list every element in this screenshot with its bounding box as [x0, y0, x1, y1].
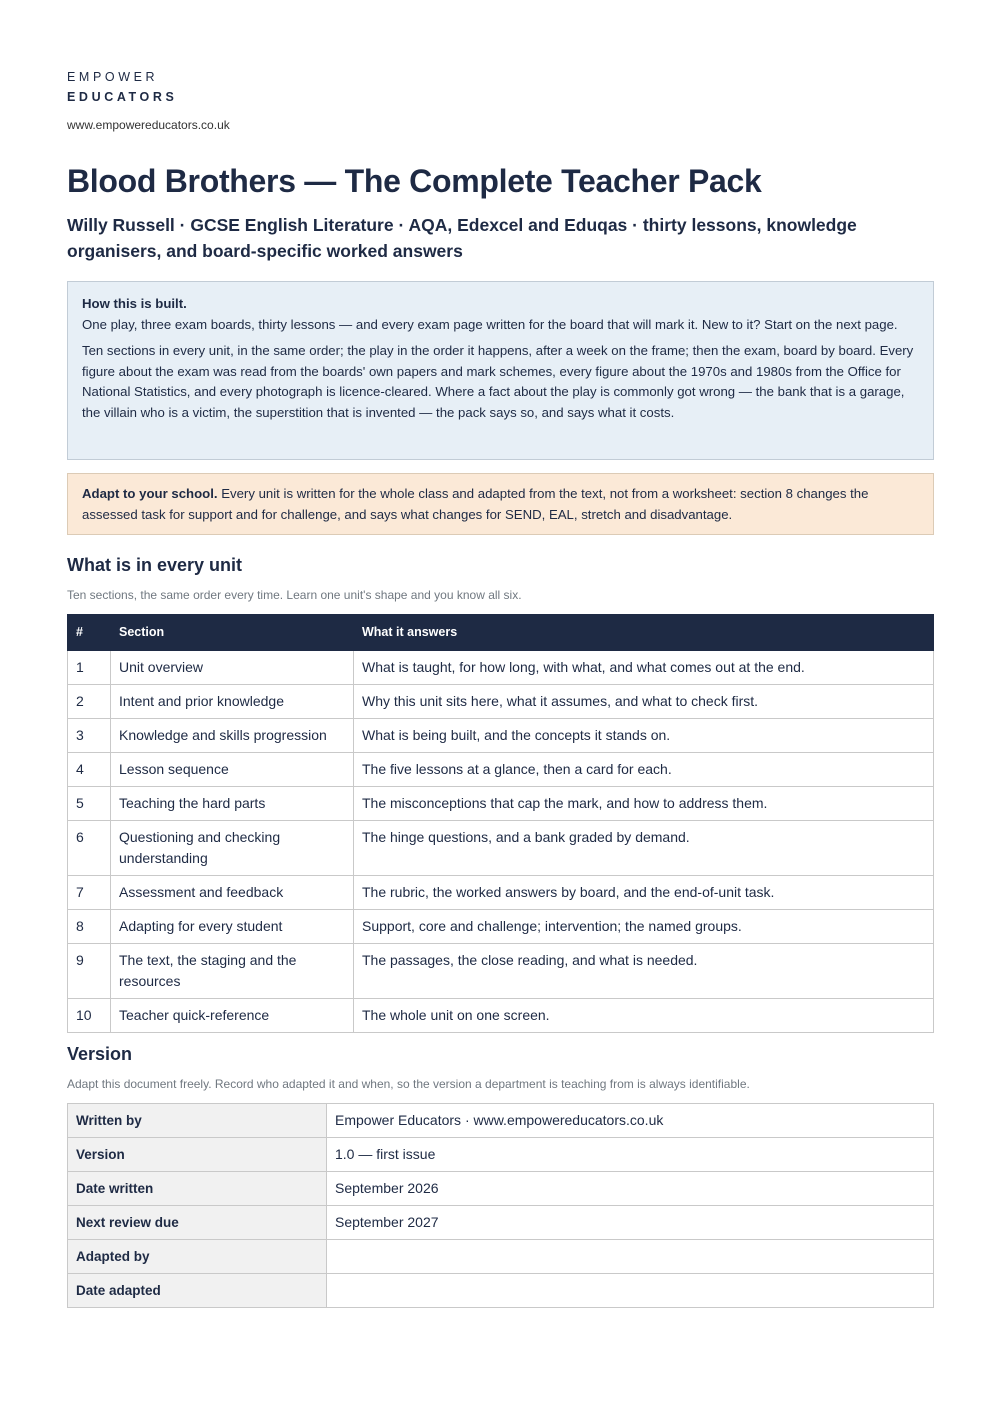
- row-section: Intent and prior knowledge: [111, 685, 354, 719]
- version-label: Date adapted: [68, 1274, 327, 1308]
- row-section: Unit overview: [111, 651, 354, 685]
- row-number: 8: [68, 910, 111, 944]
- column-header-number: #: [68, 615, 111, 651]
- version-label: Version: [68, 1138, 327, 1172]
- row-section: Lesson sequence: [111, 753, 354, 787]
- brand-logo-line1: EMPOWER: [67, 70, 159, 84]
- how-built-paragraph-2: Ten sections in every unit, in the same order; the play in the order it happens, after a week on the frame; then the exam, board by board. Every figure about the exam was read from the boards' own papers and mark schemes, every figure about the 1970s and 1980s from the Office for National Statistics, and every photograph is licence-cleared. Where a fact about the play is commonly got wrong — the bank that is a garage, the villain who is a victim, the superstition that is invented — the pack says so, and says what it costs.: [82, 343, 914, 420]
- units-table: [67, 614, 934, 1033]
- version-table: [67, 1103, 934, 1308]
- row-section: Teaching the hard parts: [111, 787, 354, 821]
- page-subtitle: Willy Russell · GCSE English Literature · AQA, Edexcel and Eduqas · thirty lessons, knowledge organisers, and board-specific worked answers: [67, 215, 857, 261]
- row-number: 10: [68, 999, 111, 1033]
- version-value: September 2027: [327, 1206, 934, 1240]
- row-number: 5: [68, 787, 111, 821]
- row-section: Assessment and feedback: [111, 876, 354, 910]
- version-label: Next review due: [68, 1206, 327, 1240]
- table-row: [68, 685, 934, 719]
- units-header-row: [68, 615, 934, 651]
- row-section: Knowledge and skills progression: [111, 719, 354, 753]
- row-section: Teacher quick-reference: [111, 999, 354, 1033]
- version-label: Date written: [68, 1172, 327, 1206]
- row-section: The text, the staging and the resources: [111, 944, 354, 999]
- table-row: [68, 999, 934, 1033]
- version-label: Written by: [68, 1104, 327, 1138]
- row-answers: What is taught, for how long, with what, and what comes out at the end.: [354, 651, 934, 685]
- row-number: 1: [68, 651, 111, 685]
- row-answers: The five lessons at a glance, then a card for each.: [354, 753, 934, 787]
- adapt-heading: Adapt to your school.: [82, 486, 218, 501]
- table-row: [68, 876, 934, 910]
- row-answers: What is being built, and the concepts it stands on.: [354, 719, 934, 753]
- table-row: [68, 1138, 934, 1172]
- row-number: 2: [68, 685, 111, 719]
- row-answers: Why this unit sits here, what it assumes, and what to check first.: [354, 685, 934, 719]
- row-number: 7: [68, 876, 111, 910]
- row-number: 3: [68, 719, 111, 753]
- column-header-answers: What it answers: [354, 615, 934, 651]
- row-answers: Support, core and challenge; intervention; the named groups.: [354, 910, 934, 944]
- site-url: www.empowereducators.co.uk: [67, 118, 230, 132]
- units-note: Ten sections, the same order every time. Learn one unit's shape and you know all six.: [67, 588, 522, 602]
- table-row: [68, 1206, 934, 1240]
- table-row: [68, 1274, 934, 1308]
- page-title: Blood Brothers — The Complete Teacher Pack: [67, 163, 762, 199]
- table-row: [68, 651, 934, 685]
- how-built-paragraph-1: One play, three exam boards, thirty lessons — and every exam page written for the board that will mark it. New to it? Start on the next page.: [82, 316, 898, 332]
- table-row: [68, 719, 934, 753]
- row-answers: The misconceptions that cap the mark, and how to address them.: [354, 787, 934, 821]
- adapt-text: Every unit is written for the whole class and adapted from the text, not from a worksheet: section 8 changes the assessed task for support and for challenge, and says what changes for SEND, EAL, stretch and disadvantage.: [82, 486, 869, 522]
- table-row: [68, 1240, 934, 1274]
- row-answers: The rubric, the worked answers by board, and the end-of-unit task.: [354, 876, 934, 910]
- row-answers: The hinge questions, and a bank graded by demand.: [354, 821, 934, 876]
- row-answers: The whole unit on one screen.: [354, 999, 934, 1033]
- brand-logo-line2: EDUCATORS: [67, 90, 178, 104]
- row-number: 6: [68, 821, 111, 876]
- row-section: Adapting for every student: [111, 910, 354, 944]
- how-built-callout: [67, 281, 934, 460]
- version-value: 1.0 — first issue: [327, 1138, 934, 1172]
- units-heading: What is in every unit: [67, 555, 243, 575]
- version-value: Empower Educators · www.empowereducators.co.uk: [327, 1104, 934, 1138]
- version-note: Adapt this document freely. Record who adapted it and when, so the version a department is teaching from is always identifiable.: [67, 1077, 750, 1091]
- table-row: [68, 944, 934, 999]
- table-row: [68, 1104, 934, 1138]
- version-value: September 2026: [327, 1172, 934, 1206]
- adapt-callout: [67, 473, 934, 535]
- version-heading: Version: [67, 1044, 133, 1064]
- table-row: [68, 821, 934, 876]
- version-value: [327, 1274, 934, 1308]
- version-label: Adapted by: [68, 1240, 327, 1274]
- table-row: [68, 1172, 934, 1206]
- row-number: 9: [68, 944, 111, 999]
- table-row: [68, 787, 934, 821]
- row-section: Questioning and checking understanding: [111, 821, 354, 876]
- row-answers: The passages, the close reading, and what is needed.: [354, 944, 934, 999]
- version-value: [327, 1240, 934, 1274]
- table-row: [68, 753, 934, 787]
- column-header-section: Section: [111, 615, 354, 651]
- row-number: 4: [68, 753, 111, 787]
- how-built-heading: How this is built.: [82, 296, 187, 311]
- table-row: [68, 910, 934, 944]
